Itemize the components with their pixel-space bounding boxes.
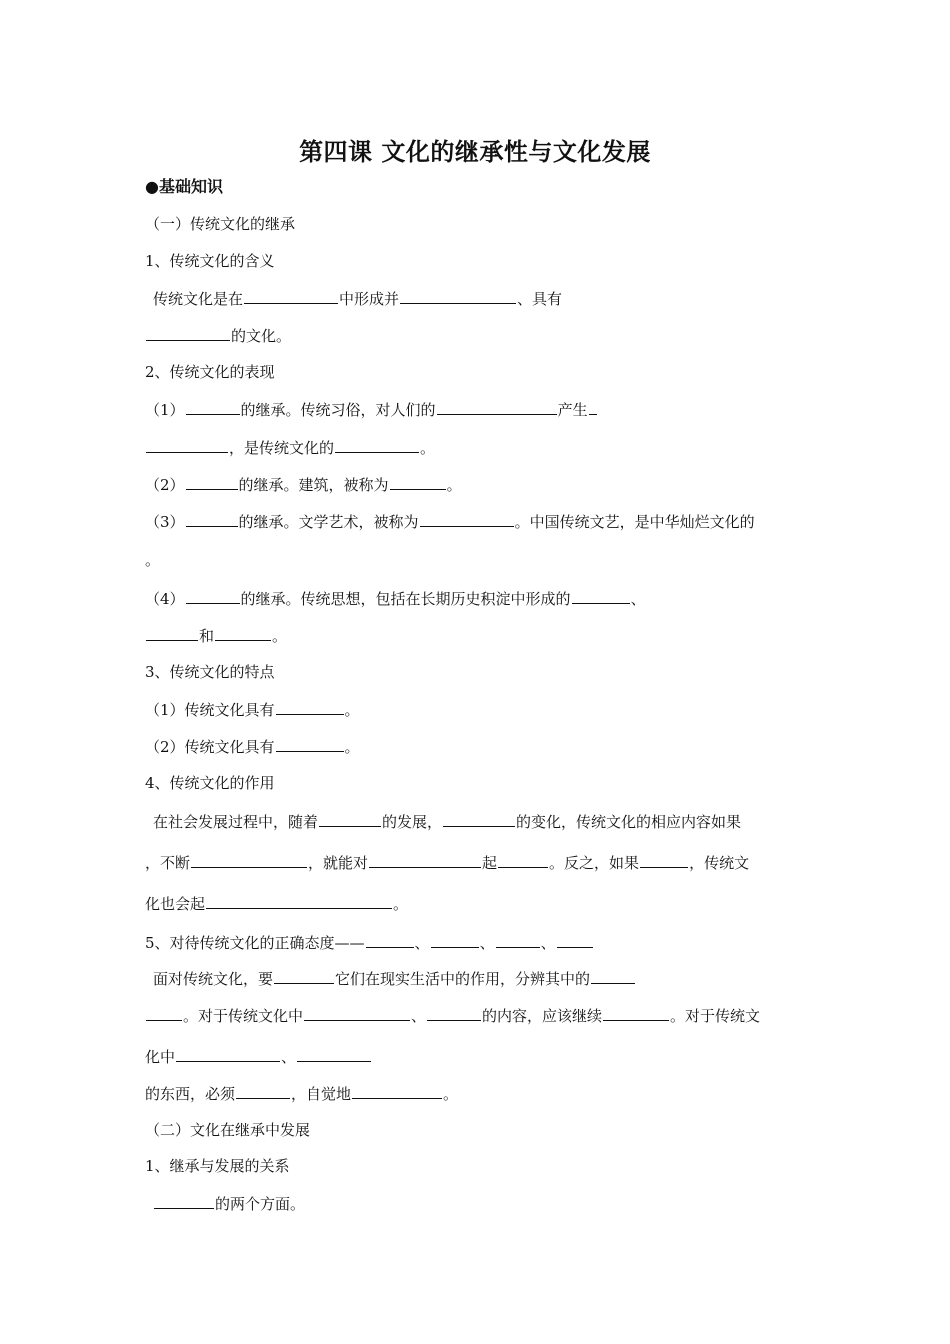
fill-blank[interactable]: [146, 625, 198, 641]
fill-blank[interactable]: [215, 625, 271, 641]
fill-blank[interactable]: [589, 399, 597, 415]
fill-blank[interactable]: [206, 893, 392, 909]
s3-title: 3、传统文化的特点: [145, 663, 275, 681]
fill-blank[interactable]: [557, 932, 593, 948]
s4-title: 4、传统文化的作用: [145, 774, 275, 792]
s5-line-2: 。对于传统文化中 、 的内容，应该继续 。对于传统文: [145, 1005, 815, 1026]
section-heading-basics: ●基础知识: [145, 177, 223, 196]
s4-line-3: 化也会起 。: [145, 895, 409, 913]
s5-title: 5、对待传统文化的正确态度—— 、 、 、: [145, 932, 815, 953]
s1-title: 1、传统文化的含义: [145, 252, 275, 270]
fill-blank[interactable]: [498, 852, 548, 868]
fill-blank[interactable]: [335, 437, 419, 453]
s5-line-3: 化中 、: [145, 1046, 815, 1067]
fill-blank[interactable]: [427, 1005, 481, 1021]
s4-line-1: 在社会发展过程中，随着 的发展， 的变化，传统文化的相应内容如果: [153, 813, 742, 831]
fill-blank[interactable]: [274, 968, 334, 984]
fill-blank[interactable]: [186, 588, 240, 604]
fill-blank[interactable]: [443, 811, 515, 827]
fill-blank[interactable]: [146, 437, 228, 453]
fill-blank[interactable]: [496, 932, 540, 948]
fill-blank[interactable]: [437, 399, 557, 415]
s2-title: 2、传统文化的表现: [145, 363, 275, 381]
fill-blank[interactable]: [304, 1005, 410, 1021]
fill-blank[interactable]: [572, 588, 630, 604]
s2-point-3: （3） 的继承。文学艺术，被称为 。中国传统文艺，是中华灿烂文化的: [145, 513, 755, 531]
fill-blank[interactable]: [276, 699, 344, 715]
fill-blank[interactable]: [176, 1046, 280, 1062]
fill-blank[interactable]: [319, 811, 381, 827]
s4-line-2: ，不断 ，就能对 起 。反之，如果 ，传统文: [145, 854, 750, 872]
fill-blank[interactable]: [154, 1193, 214, 1209]
fill-blank[interactable]: [400, 288, 516, 304]
page-title: 第四课 文化的继承性与文化发展: [299, 138, 651, 166]
fill-blank[interactable]: [186, 399, 240, 415]
fill-blank[interactable]: [420, 511, 514, 527]
fill-blank[interactable]: [186, 474, 238, 490]
fill-blank[interactable]: [366, 932, 414, 948]
s1-line-2: 的文化。: [145, 325, 815, 346]
s1-line-1: 传统文化是在 中形成并 、具有: [153, 290, 563, 308]
fill-blank[interactable]: [146, 1005, 182, 1021]
fill-blank[interactable]: [369, 852, 481, 868]
fill-blank[interactable]: [390, 474, 446, 490]
s2-point-1-cont: ，是传统文化的 。: [145, 437, 815, 458]
fill-blank[interactable]: [640, 852, 688, 868]
s3-point-2: （2）传统文化具有 。: [145, 738, 360, 756]
s5-line-1: 面对传统文化，要 它们在现实生活中的作用，分辨其中的: [153, 968, 823, 989]
section-one-title: （一）传统文化的继承: [145, 215, 296, 233]
s3-point-1: （1）传统文化具有 。: [145, 701, 360, 719]
fill-blank[interactable]: [236, 1083, 290, 1099]
s2-point-1: （1） 的继承。传统习俗，对人们的 产生: [145, 399, 815, 420]
fill-blank[interactable]: [186, 511, 238, 527]
fill-blank[interactable]: [431, 932, 479, 948]
s6-line-1: 的两个方面。: [153, 1193, 823, 1214]
s2-point-4-cont: 和 。: [145, 625, 815, 646]
s2-point-3-cont: 。: [145, 551, 161, 569]
fill-blank[interactable]: [191, 852, 307, 868]
s2-point-2: （2） 的继承。建筑，被称为 。: [145, 476, 462, 494]
s2-point-4: （4） 的继承。传统思想，包括在长期历史积淀中形成的 、: [145, 590, 646, 608]
s6-title: 1、继承与发展的关系: [145, 1157, 290, 1175]
fill-blank[interactable]: [352, 1083, 442, 1099]
section-two-title: （二）文化在继承中发展: [145, 1121, 311, 1139]
fill-blank[interactable]: [603, 1005, 669, 1021]
fill-blank[interactable]: [276, 736, 344, 752]
s5-line-4: 的东西，必须 ，自觉地 。: [145, 1085, 459, 1103]
fill-blank[interactable]: [297, 1046, 371, 1062]
fill-blank[interactable]: [146, 325, 230, 341]
fill-blank[interactable]: [591, 968, 635, 984]
fill-blank[interactable]: [244, 288, 338, 304]
